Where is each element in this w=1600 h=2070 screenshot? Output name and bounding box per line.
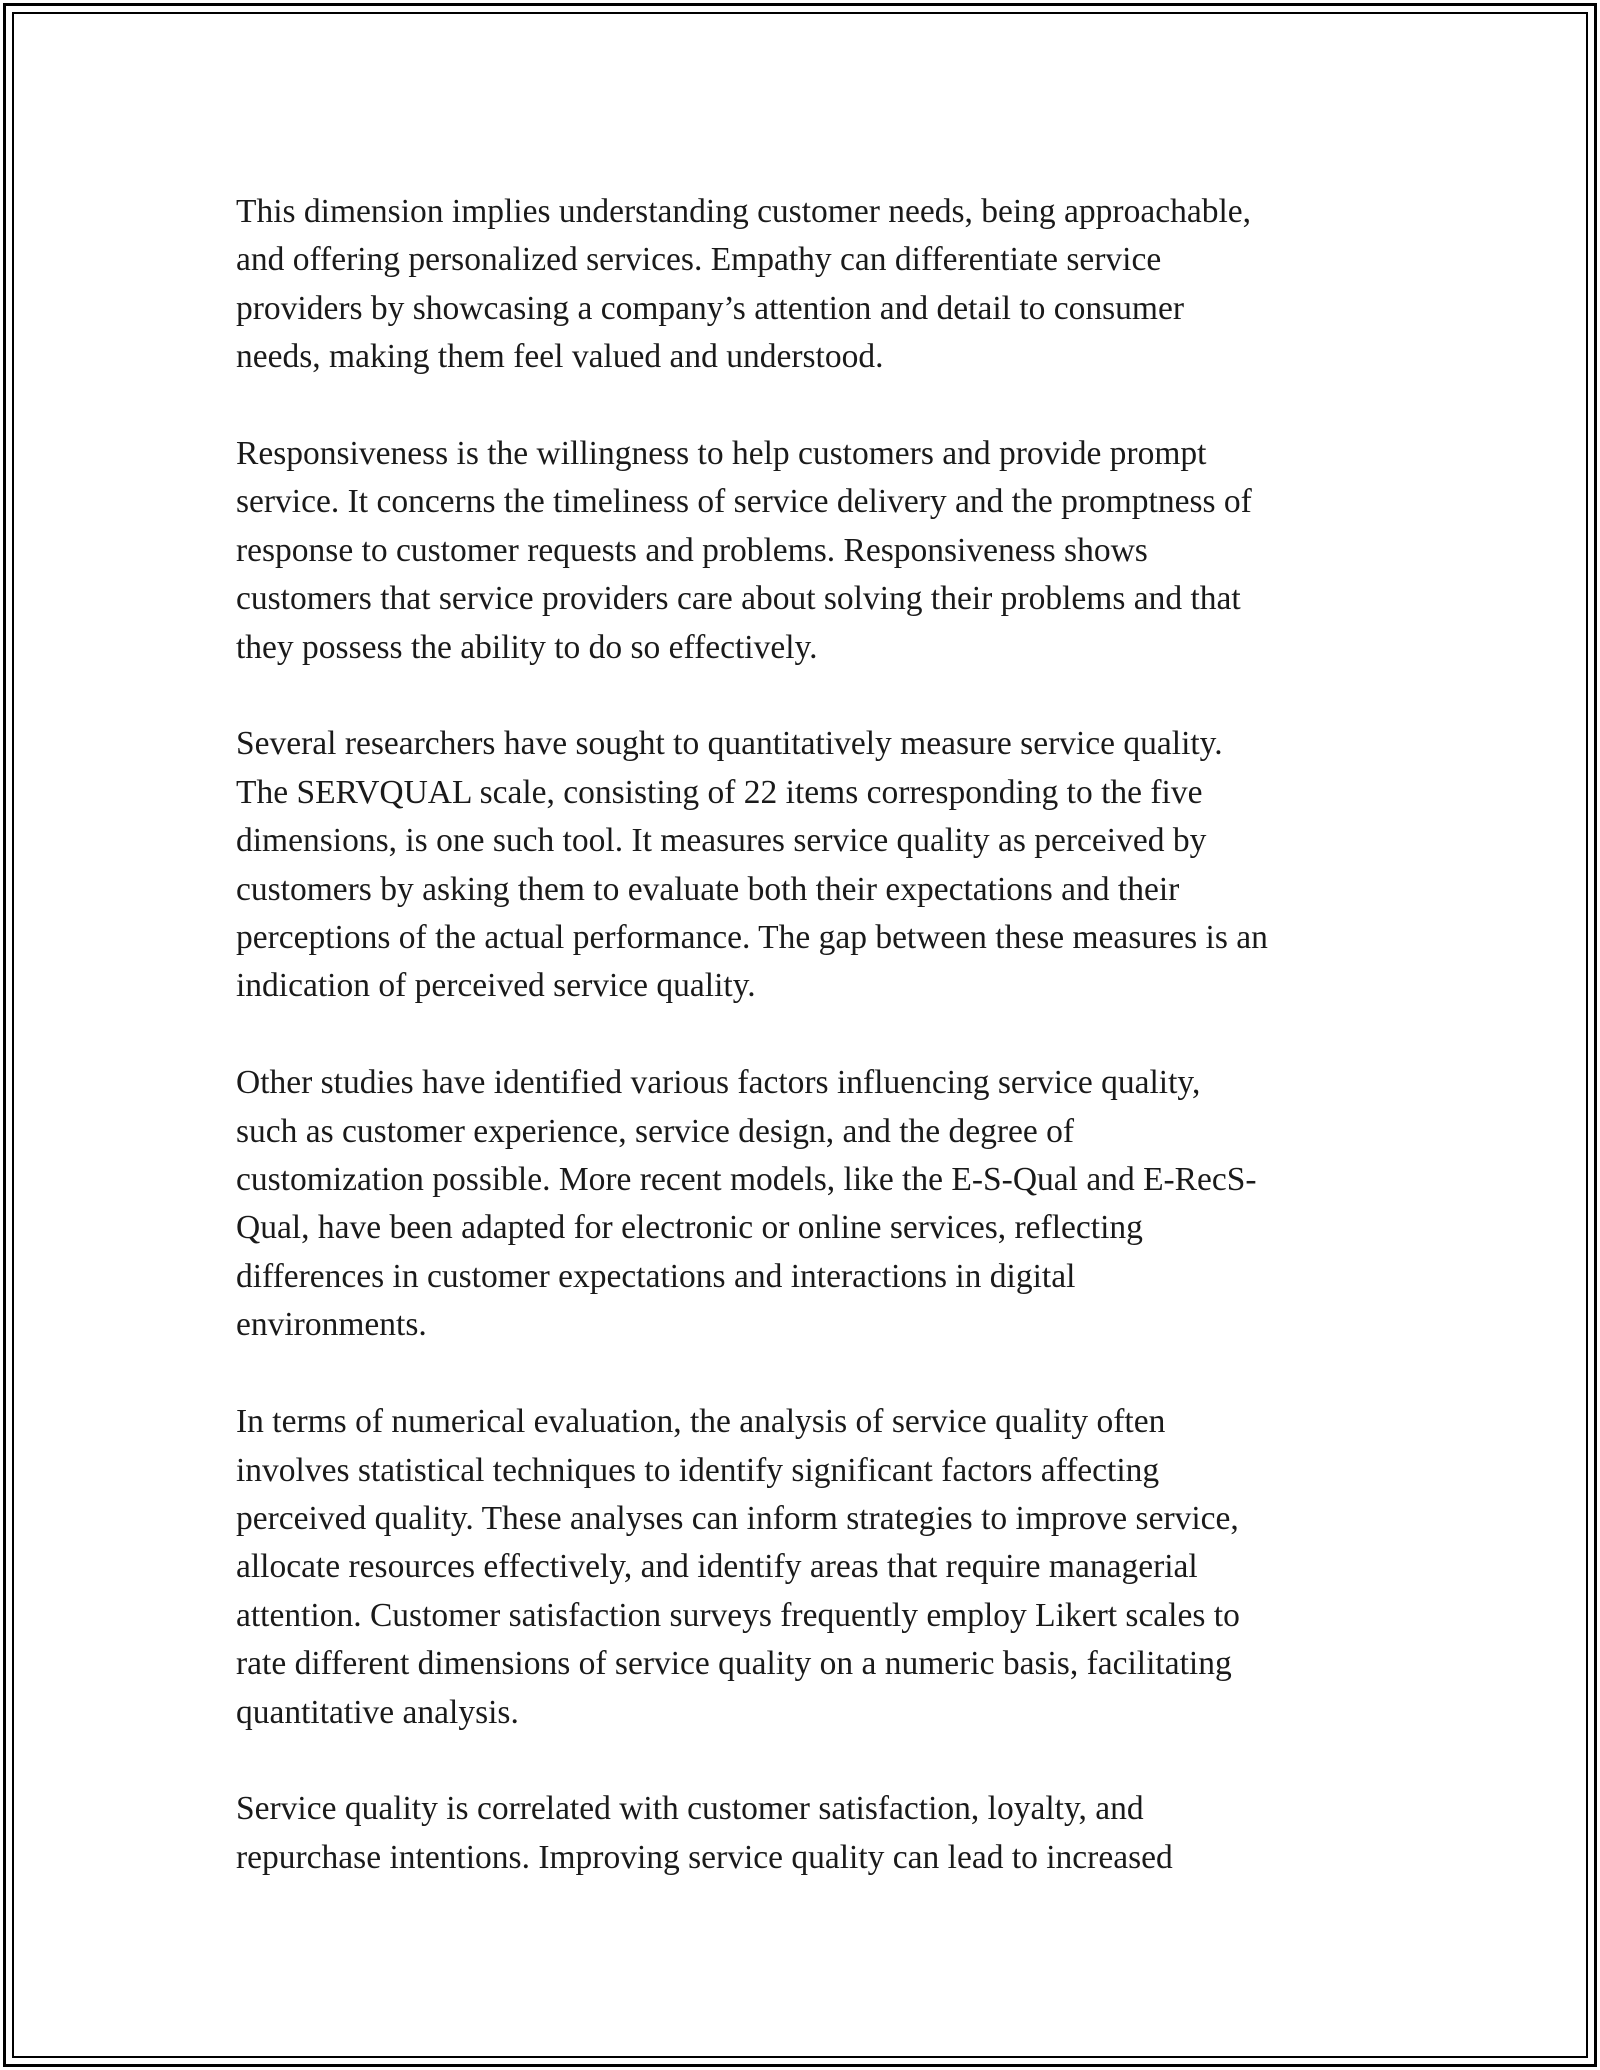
paragraph-empathy	[236, 188, 1396, 382]
text-line: indication of perceived service quality.	[236, 967, 756, 1005]
paragraph-other-studies	[236, 1059, 1396, 1349]
document-body	[236, 188, 1396, 1882]
text-line: differences in customer expectations and interactions in digital	[236, 1257, 1076, 1295]
text-line: such as customer experience, service design, and the degree of	[236, 1112, 1075, 1150]
text-line: rate different dimensions of service quality on a numeric basis, facilitating	[236, 1645, 1232, 1683]
text-line: dimensions, is one such tool. It measures service quality as perceived by	[236, 822, 1207, 860]
text-line: allocate resources effectively, and identify areas that require managerial	[236, 1548, 1198, 1586]
text-line: Qual, have been adapted for electronic or online services, reflecting	[236, 1209, 1143, 1247]
text-line: Other studies have identified various factors influencing service quality,	[236, 1064, 1201, 1102]
paragraph-responsiveness	[236, 430, 1396, 672]
paragraph-numerical-evaluation	[236, 1398, 1396, 1737]
text-line: needs, making them feel valued and understood.	[236, 338, 884, 376]
text-line: environments.	[236, 1306, 427, 1344]
text-line: This dimension implies understanding customer needs, being approachable,	[236, 193, 1251, 230]
text-line: repurchase intentions. Improving service quality can lead to increased	[236, 1838, 1173, 1876]
text-line: Responsiveness is the willingness to help customers and provide prompt	[236, 435, 1207, 473]
text-line: customization possible. More recent models, like the E-S-Qual and E-RecS-	[236, 1161, 1257, 1199]
text-line: and offering personalized services. Empathy can differentiate service	[236, 241, 1162, 279]
text-line: perceptions of the actual performance. The gap between these measures is an	[236, 919, 1268, 957]
text-line: customers that service providers care about solving their problems and that	[236, 580, 1241, 618]
text-line: In terms of numerical evaluation, the analysis of service quality often	[236, 1403, 1166, 1441]
text-line: attention. Customer satisfaction surveys frequently employ Likert scales to	[236, 1596, 1240, 1634]
paragraph-correlation	[236, 1785, 1396, 1882]
text-line: customers by asking them to evaluate both their expectations and their	[236, 870, 1180, 908]
text-line: Several researchers have sought to quantitatively measure service quality.	[236, 725, 1223, 763]
paragraph-servqual	[236, 720, 1396, 1010]
text-line: providers by showcasing a company’s attention and detail to consumer	[236, 289, 1185, 327]
text-line: Service quality is correlated with customer satisfaction, loyalty, and	[236, 1790, 1144, 1828]
text-line: involves statistical techniques to identify significant factors affecting	[236, 1451, 1160, 1489]
text-line: quantitative analysis.	[236, 1693, 519, 1731]
text-line: they possess the ability to do so effectively.	[236, 628, 818, 666]
text-line: perceived quality. These analyses can inform strategies to improve service,	[236, 1499, 1239, 1537]
text-line: The SERVQUAL scale, consisting of 22 items corresponding to the five	[236, 773, 1203, 811]
text-line: response to customer requests and problems. Responsiveness shows	[236, 531, 1148, 569]
text-line: service. It concerns the timeliness of service delivery and the promptness of	[236, 483, 1252, 521]
